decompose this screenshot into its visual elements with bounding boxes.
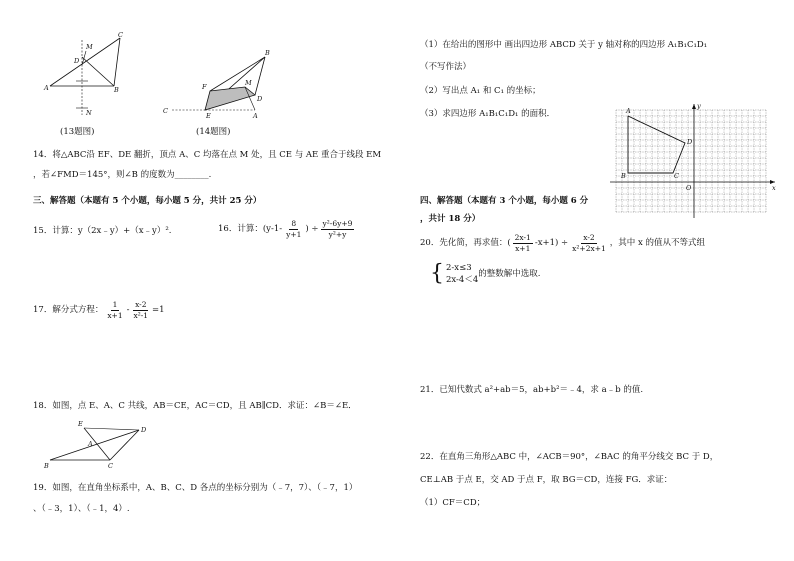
label: B bbox=[265, 49, 270, 57]
q14-line2: ，若∠FMD＝145°，则∠B 的度数为________. bbox=[33, 170, 212, 180]
q19-part-1: （1）在给出的图形中 画出四边形 ABCD 关于 y 轴对称的四边形 A₁B₁C₁D₁ bbox=[420, 40, 708, 50]
label: A bbox=[253, 112, 258, 120]
q22-line2: CE⊥AB 于点 E，交 AD 于点 F，取 BG＝CD，连接 FG．求证： bbox=[420, 475, 673, 485]
q19-line2: 、（﹣3，1）、（﹣1，4）. bbox=[33, 504, 130, 514]
q18: 18．如图，点 E、A、C 共线，AB＝CE，AC＝CD，且 AB∥CD．求证：∠B＝∠E． bbox=[33, 401, 357, 411]
label: E bbox=[206, 112, 211, 120]
label: x bbox=[772, 184, 776, 192]
q16 bbox=[218, 219, 356, 240]
figure-14-caption: (14题图) bbox=[196, 127, 231, 137]
label: C bbox=[674, 172, 679, 180]
label: D bbox=[141, 426, 147, 434]
q16-close: ) ÷ bbox=[305, 224, 319, 235]
label: D bbox=[74, 57, 80, 65]
label: C bbox=[163, 107, 168, 115]
figure-13-caption: (13题图) bbox=[60, 127, 95, 137]
q17-fraction-2: $\frac{x-2}{\text{x²-1}}$ bbox=[133, 300, 149, 320]
q17: 17．解分式方程： $\frac{1}{x+1}$ - $\frac{x-2}{\text{x²-1}}$ =1 bbox=[33, 300, 165, 320]
q16-fraction-1: $\frac{8}{y+1}$ bbox=[286, 219, 302, 239]
label: D bbox=[257, 95, 263, 103]
label: F bbox=[202, 83, 207, 91]
label: A bbox=[88, 440, 93, 448]
q20-system-tail: 的整数解中选取. bbox=[478, 268, 541, 279]
q21: 21．已知代数式 a²+ab＝5，ab+b²＝﹣4，求 a﹣b 的值. bbox=[420, 385, 644, 395]
q19-part-2: （2）写出点 A₁ 和 C₁ 的坐标； bbox=[420, 86, 541, 96]
q20-inequality-1: 2-x≤3 bbox=[446, 263, 472, 273]
q20-fraction-2: $\frac{x-2}{\text{x²+2x+1}}$ bbox=[572, 233, 606, 253]
label: y bbox=[697, 102, 701, 110]
q15: 15．计算：y（2x﹣y）+（x﹣y）². bbox=[33, 226, 172, 236]
q14-line1: 14．将△ABC沿 EF、DE 翻折，顶点 A、C 均落在点 M 处，且 CE 与 AE 重合于线段 EM bbox=[33, 150, 382, 160]
label: M bbox=[86, 43, 93, 51]
label: C bbox=[118, 31, 123, 39]
q22-line3: （1）CF＝CD； bbox=[420, 498, 486, 508]
label: B bbox=[621, 172, 626, 180]
q19-line1: 19．如图，在直角坐标系中，A、B、C、D 各点的坐标分别为（﹣7，7）、（﹣7，1） bbox=[33, 483, 358, 493]
label: B bbox=[44, 462, 49, 470]
q19-part-1b: （不写作法） bbox=[420, 62, 472, 72]
q20: 20．先化简，再求值：( $\frac{2x-1}{x+1}$ -x+1) ÷ $\frac{x-2}{\text{x²+2x+1}}$ ，其中 x 的值从不等式组 bbox=[420, 233, 705, 253]
label: B bbox=[114, 86, 119, 94]
label: N bbox=[86, 109, 92, 117]
figure-19-grid bbox=[610, 100, 785, 220]
label: M bbox=[245, 79, 252, 87]
section-4-heading-line1: 四、解答题（本题有 3 个小题，每小题 6 分 bbox=[420, 196, 589, 206]
q16-fraction-2: $\frac{\text{y²-6y+9}}{\text{y²+y}}$ bbox=[322, 219, 353, 239]
q20-inequality-system bbox=[430, 262, 540, 286]
section-3-heading: 三、解答题（本题有 5 个小题，每小题 5 分，共计 25 分） bbox=[33, 196, 262, 206]
q20-inequality-2: 2x-4＜4 bbox=[446, 275, 479, 285]
brace-icon: { bbox=[430, 261, 444, 286]
label: D bbox=[687, 138, 693, 146]
figure-14 bbox=[160, 45, 280, 125]
q22-line1: 22．在直角三角形△ABC 中，∠ACB＝90°，∠BAC 的角平分线交 BC 于 D， bbox=[420, 452, 719, 462]
label: A bbox=[44, 84, 49, 92]
figure-18 bbox=[44, 420, 154, 470]
label: E bbox=[78, 420, 83, 428]
q19-part-3: （3）求四边形 A₁B₁C₁D₁ 的面积． bbox=[420, 109, 556, 119]
label: A bbox=[626, 107, 631, 115]
q16-prefix: 16．计算： bbox=[218, 224, 263, 235]
figure-13 bbox=[40, 31, 130, 125]
label: C bbox=[108, 462, 113, 470]
label: O bbox=[686, 184, 692, 192]
q16-open: (y-1- bbox=[262, 224, 283, 235]
q17-fraction-1: $\frac{1}{x+1}$ bbox=[107, 300, 123, 320]
section-4-heading-line2: ，共计 18 分） bbox=[420, 214, 481, 224]
q20-fraction-1: $\frac{2x-1}{x+1}$ bbox=[514, 233, 531, 253]
